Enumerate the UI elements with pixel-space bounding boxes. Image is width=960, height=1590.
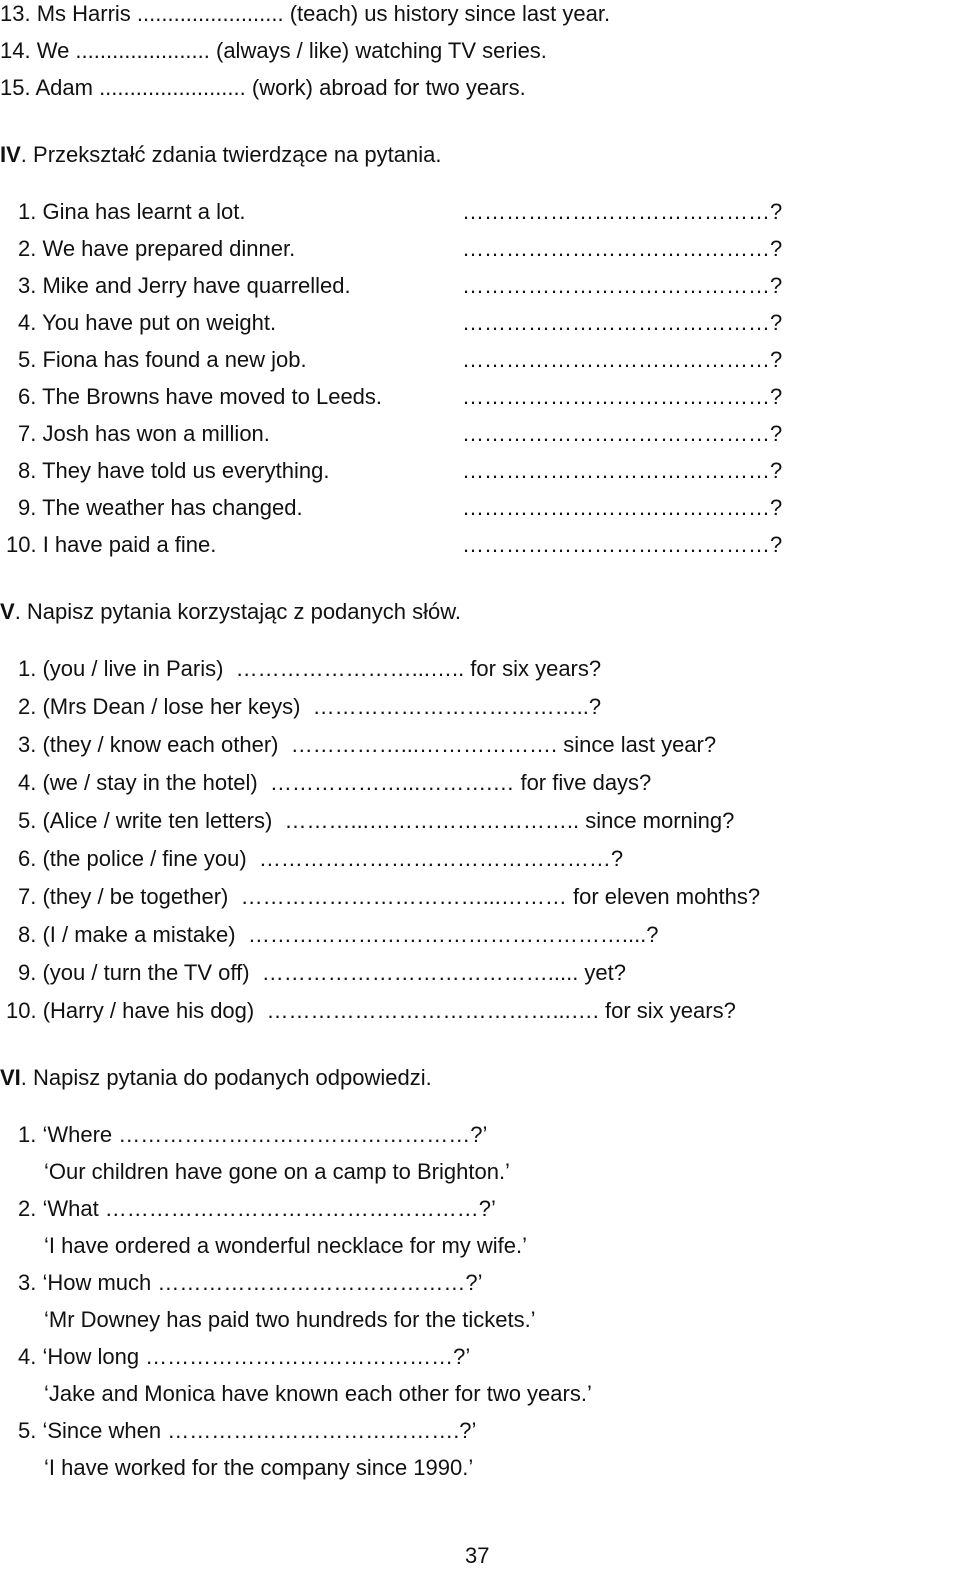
exercise-vi-question-3[interactable]: 3. ‘How much ……………………………………?’ bbox=[18, 1270, 483, 1295]
exercise-v-heading bbox=[0, 598, 461, 626]
exercise-iv-item-8: 8. They have told us everything. bbox=[18, 458, 330, 483]
exercise-iv-item-5: 5. Fiona has found a new job. bbox=[18, 347, 307, 372]
exercise-iv-item-4: 4. You have put on weight. bbox=[18, 310, 277, 335]
exercise-iv-answer-4[interactable]: ……………………………………? bbox=[462, 310, 783, 335]
exercise-vi-number: VI bbox=[0, 1065, 21, 1090]
exercise-v-item-5[interactable]: 5. (Alice / write ten letters) ………...……………………….. since morning? bbox=[18, 808, 735, 833]
exercise-vi-question-4[interactable]: 4. ‘How long ……………………………………?’ bbox=[18, 1344, 471, 1369]
exercise-iv-answer-5[interactable]: ……………………………………? bbox=[462, 347, 783, 372]
exercise-v-item-4[interactable]: 4. (we / stay in the hotel) ………………...……….… for five days? bbox=[18, 770, 652, 795]
exercise-iv-answer-2[interactable]: ……………………………………? bbox=[462, 236, 783, 261]
exercise-v-number: V bbox=[0, 599, 15, 624]
exercise-iv-answer-10[interactable]: ……………………………………? bbox=[462, 532, 783, 557]
exercise-iv-item-1: 1. Gina has learnt a lot. bbox=[18, 199, 246, 224]
exercise-v-item-7[interactable]: 7. (they / be together) ……………………………...……… for eleven mohths? bbox=[18, 884, 761, 909]
exercise-vi-question-1[interactable]: 1. ‘Where …………………………………………?’ bbox=[18, 1122, 488, 1147]
exercise-v-item-9[interactable]: 9. (you / turn the TV off) …………………………………..... yet? bbox=[18, 960, 627, 985]
exercise-v-item-2[interactable]: 2. (Mrs Dean / lose her keys) ………………………………..? bbox=[18, 694, 602, 719]
page-number: 37 bbox=[465, 1543, 490, 1568]
exercise-iv-answer-8[interactable]: ……………………………………? bbox=[462, 458, 783, 483]
exercise-iv-item-9: 9. The weather has changed. bbox=[18, 495, 303, 520]
exercise-v-item-10[interactable]: 10. (Harry / have his dog) …………………………………...…. for six years? bbox=[6, 998, 736, 1023]
exercise-vi-answer-1: ‘Our children have gone on a camp to Brighton.’ bbox=[44, 1159, 510, 1184]
exercise-vi-question-2[interactable]: 2. ‘What ……………………………………………?’ bbox=[18, 1196, 496, 1221]
exercise-iii-item-13: 13. Ms Harris ........................ (teach) us history since last year. bbox=[0, 1, 611, 26]
exercise-iv-instruction: . Przekształć zdania twierdzące na pytania. bbox=[20, 142, 442, 167]
exercise-iv-item-3: 3. Mike and Jerry have quarrelled. bbox=[18, 273, 351, 298]
exercise-iv-answer-9[interactable]: ……………………………………? bbox=[462, 495, 783, 520]
exercise-v-item-1[interactable]: 1. (you / live in Paris) ……………………...….. for six years? bbox=[18, 656, 602, 681]
exercise-vi-answer-2: ‘I have ordered a wonderful necklace for my wife.’ bbox=[44, 1233, 528, 1258]
exercise-iii-item-14: 14. We ...................... (always / like) watching TV series. bbox=[0, 38, 547, 63]
exercise-iv-item-6: 6. The Browns have moved to Leeds. bbox=[18, 384, 383, 409]
exercise-v-item-6[interactable]: 6. (the police / fine you) …………………………………………? bbox=[18, 846, 624, 871]
exercise-iv-item-7: 7. Josh has won a million. bbox=[18, 421, 270, 446]
exercise-v-instruction: . Napisz pytania korzystając z podanych słów. bbox=[14, 599, 462, 624]
exercise-vi-question-5[interactable]: 5. ‘Since when ………………………………….?’ bbox=[18, 1418, 477, 1443]
exercise-iv-heading bbox=[0, 141, 441, 169]
exercise-iv-answer-3[interactable]: ……………………………………? bbox=[462, 273, 783, 298]
exercise-iv-answer-6[interactable]: ……………………………………? bbox=[462, 384, 783, 409]
exercise-iii-item-15: 15. Adam ........................ (work) abroad for two years. bbox=[0, 75, 526, 100]
exercise-v-item-3[interactable]: 3. (they / know each other) ……………...………………. since last year? bbox=[18, 732, 717, 757]
exercise-vi-answer-3: ‘Mr Downey has paid two hundreds for the tickets.’ bbox=[44, 1307, 536, 1332]
exercise-vi-answer-5: ‘I have worked for the company since 1990.’ bbox=[44, 1455, 474, 1480]
exercise-iv-item-10: 10. I have paid a fine. bbox=[6, 532, 217, 557]
exercise-iv-number: IV bbox=[0, 142, 21, 167]
exercise-vi-instruction: . Napisz pytania do podanych odpowiedzi. bbox=[20, 1065, 432, 1090]
exercise-iv-answer-7[interactable]: ……………………………………? bbox=[462, 421, 783, 446]
exercise-v-item-8[interactable]: 8. (I / make a mistake) ……………………………………………....? bbox=[18, 922, 659, 947]
exercise-iv-answer-1[interactable]: ……………………………………? bbox=[462, 199, 783, 224]
exercise-vi-answer-4: ‘Jake and Monica have known each other for two years.’ bbox=[44, 1381, 592, 1406]
exercise-iv-item-2: 2. We have prepared dinner. bbox=[18, 236, 296, 261]
exercise-vi-heading bbox=[0, 1064, 432, 1092]
